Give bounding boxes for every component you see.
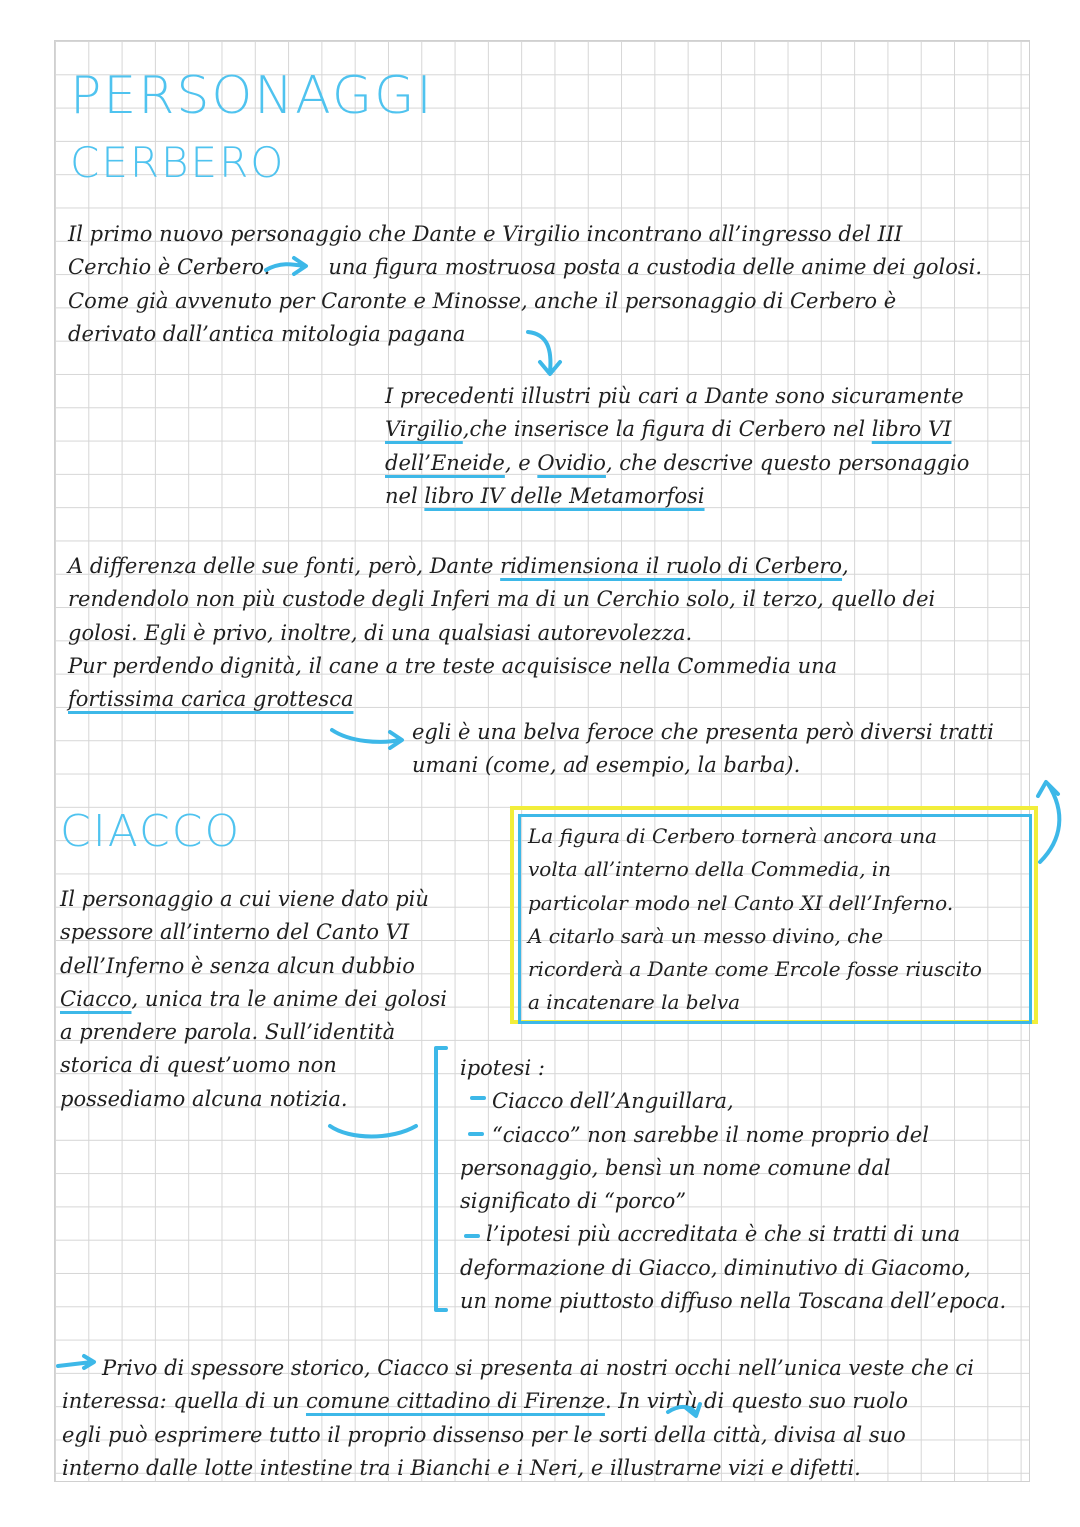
heading-personaggi: PERSONAGGI (70, 66, 434, 126)
ciacco-intro-paragraph: Il personaggio a cui viene dato più spessore all’interno del Canto VI dell’Inferno è senza alcun dubbio Ciacco, unica tra le anime dei golosi a prendere parola. Sull’identità storica di quest’uomo non possediamo alcuna notizia. (60, 887, 448, 1111)
heading-cerbero: CERBERO (70, 138, 286, 187)
heading-ciacco: CIACCO (60, 806, 242, 857)
arrow-box-return-icon (1038, 782, 1059, 862)
differenza-paragraph: A differenza delle sue fonti, però, Dante ridimensiona il ruolo di Cerbero, rendendolo non più custode degli Inferi ma di un Cerchio solo, il terzo, quello dei golosi. Egli è privo, inoltre, di una qualsiasi autorevolezza. Pur perdendo dignità, il cane a tre teste acquisisce nella Commedia una fortissima carica grottesca (68, 554, 936, 712)
fonti-paragraph: I precedenti illustri più cari a Dante sono sicuramente Virgilio,che inserisce la figura di Cerbero nel libro VI dell’Eneide, e Ovidio, che descrive questo personaggio nel libro IV delle Metamorfosi (385, 384, 970, 508)
belva-paragraph: egli è una belva feroce che presenta però diversi tratti umani (come, ad esempio, la barba). (412, 720, 994, 778)
ipotesi-label: ipotesi : (460, 1056, 545, 1080)
ipotesi-list: ipotesi : Ciacco dell’Anguillara, “ciacco” non sarebbe il nome proprio del personaggio, bensì un nome comune dal significato di “porco” l’ipotesi più accreditata è che si tratti di una deformazione di Giacco, diminutivo di Giacomo, un nome piuttosto diffuso nella Toscana dell’epoca. (460, 1052, 1006, 1318)
note-box-text: La figura di Cerbero tornerà ancora una volta all’interno della Commedia, in particolar modo nel Canto XI dell’Inferno. A citarlo sarà un messo divino, che ricorderà a Dante come Ercole fosse riuscito a incatenare la belva (528, 824, 982, 1015)
conclusione-paragraph: Privo di spessore storico, Ciacco si presenta ai nostri occhi nell’unica veste che ci interessa: quella di un comune cittadino di Firenze. In virtù di questo suo ruolo egli può esprimere tutto il proprio dissenso per le sorti della città, divisa al suo interno dalle lotte intestine tra i Bianchi e i Neri, e illustrarne vizi e difetti. (62, 1356, 974, 1480)
cerbero-intro-paragraph: Il primo nuovo personaggio che Dante e Virgilio incontrano all’ingresso del III Cerchio è Cerbero. una figura mostruosa posta a custodia delle anime dei golosi. Come già avvenuto per Caronte e Minosse, anche il personaggio di Cerbero è derivato dall’antica mitologia pagana (68, 222, 983, 346)
